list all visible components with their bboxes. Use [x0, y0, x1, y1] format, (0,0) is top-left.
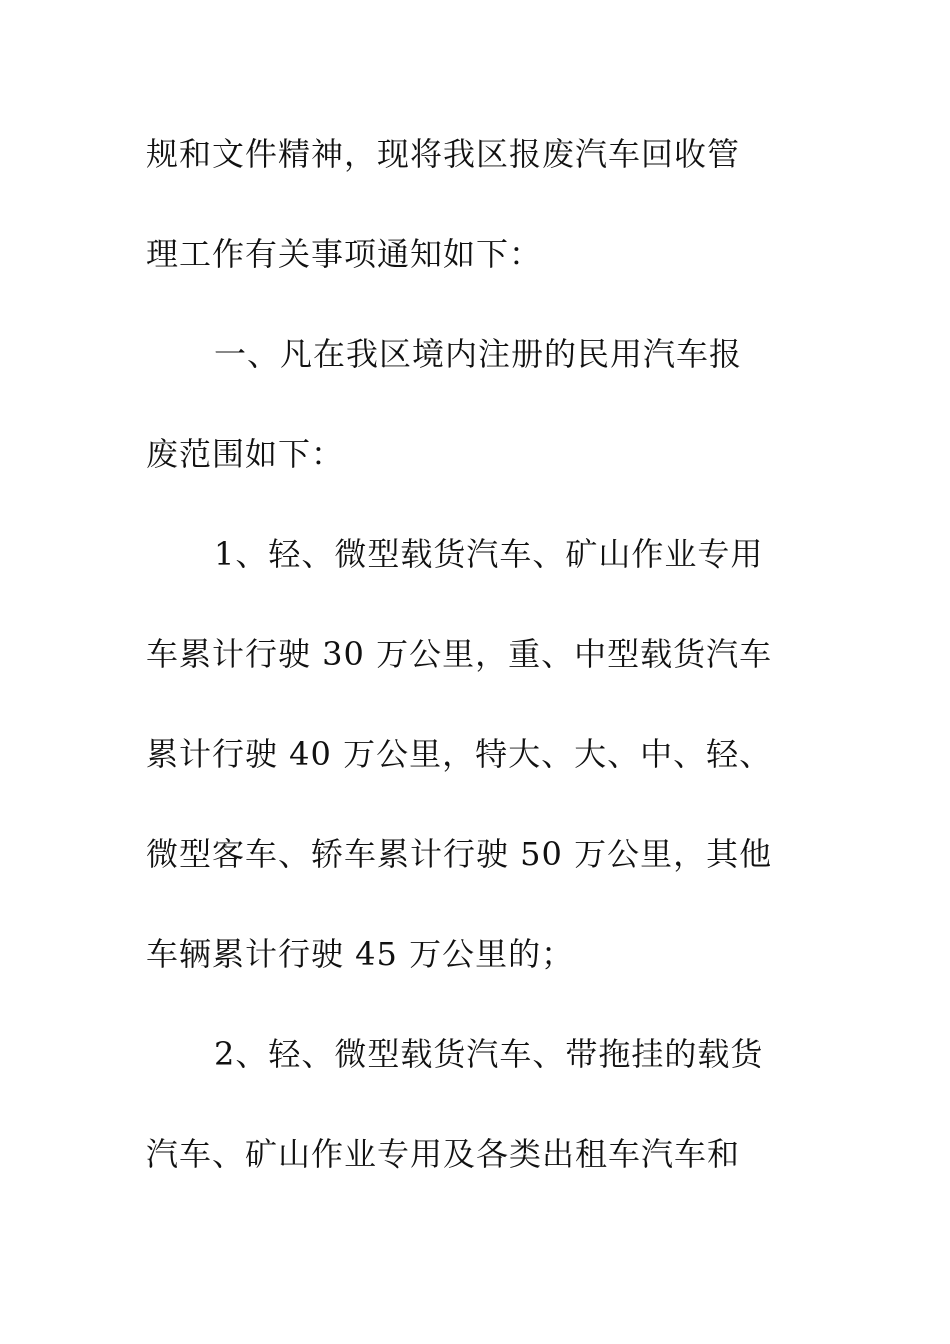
- text-line-11: 汽车、矿山作业专用及各类出租车汽车和: [146, 1135, 741, 1173]
- text-line-1: 规和文件精神，现将我区报废汽车回收管: [146, 135, 741, 173]
- text-line-9: 车辆累计行驶 45 万公里的；: [146, 935, 575, 973]
- text-line-8: 微型客车、轿车累计行驶 50 万公里，其他: [146, 835, 773, 873]
- document-body: [146, 126, 806, 1226]
- text-line-7: 累计行驶 40 万公里，特大、大、中、轻、: [146, 735, 773, 773]
- text-line-6: 车累计行驶 30 万公里，重、中型载货汽车: [146, 635, 773, 673]
- text-line-3: 一、凡在我区境内注册的民用汽车报: [214, 335, 743, 373]
- text-line-10: 2、轻、微型载货汽车、带拖挂的载货: [214, 1035, 764, 1073]
- text-line-2: 理工作有关事项通知如下：: [146, 235, 543, 273]
- text-line-5: 1、轻、微型载货汽车、矿山作业专用: [214, 535, 764, 573]
- text-line-4: 废范围如下：: [146, 435, 345, 473]
